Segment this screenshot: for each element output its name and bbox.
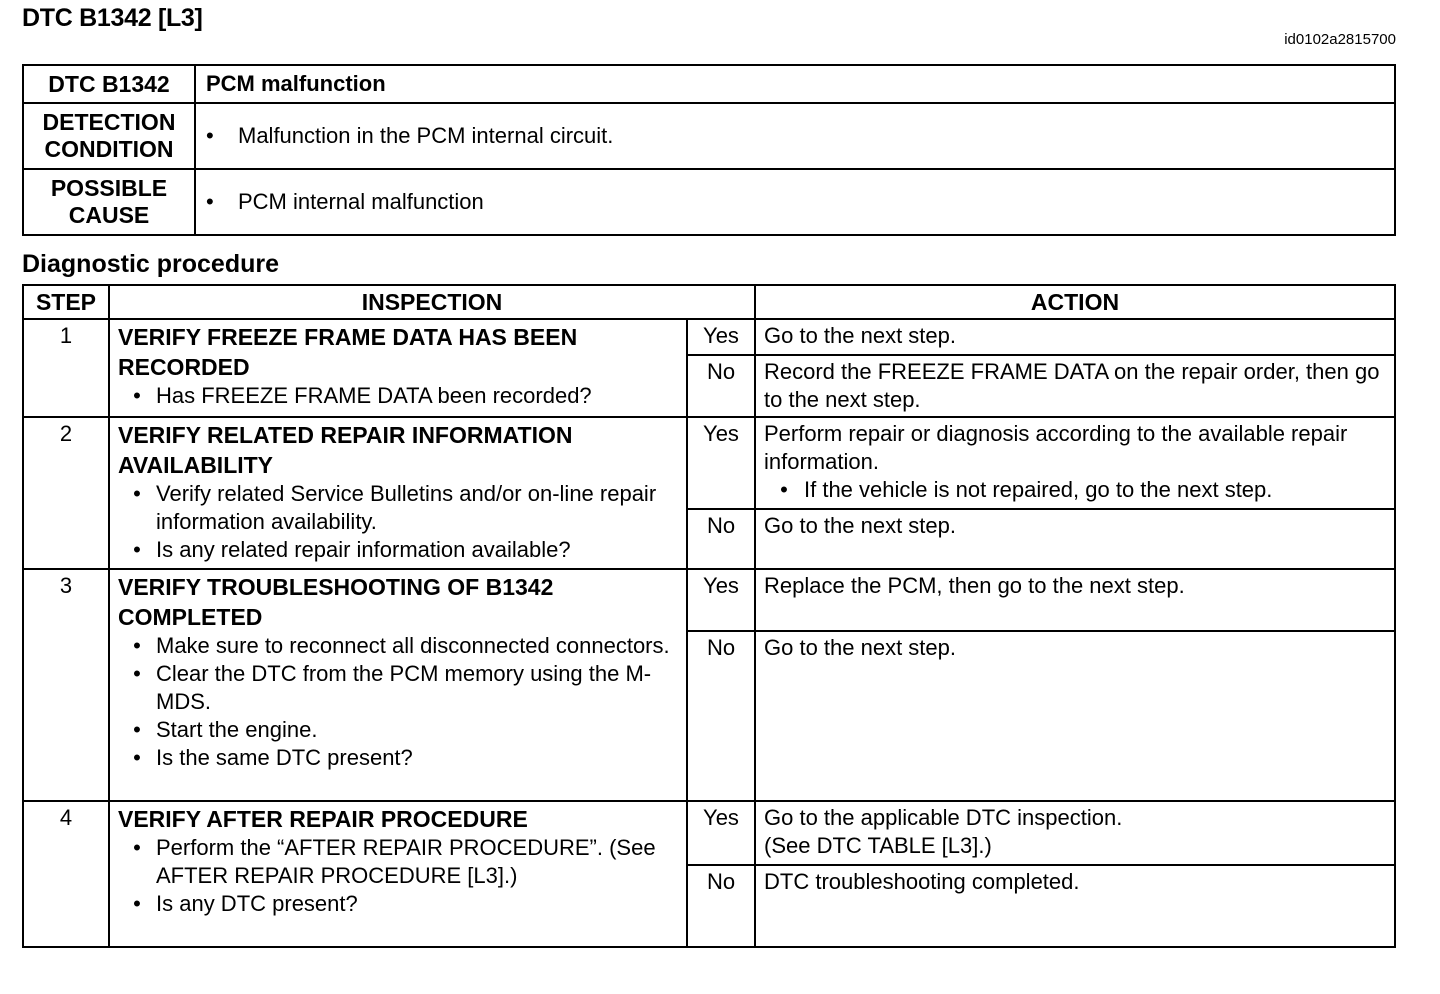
bullet-icon: •: [133, 835, 141, 860]
no-label: No: [687, 631, 755, 801]
no-label: No: [687, 509, 755, 569]
yes-action: Replace the PCM, then go to the next step.: [755, 569, 1395, 631]
section-title: Diagnostic procedure: [22, 250, 279, 278]
no-action: Record the FREEZE FRAME DATA on the repair order, then go to the next step.: [755, 355, 1395, 417]
inspection-item: • Start the engine.: [118, 716, 680, 744]
bullet-icon: •: [133, 633, 141, 658]
action-item: • If the vehicle is not repaired, go to the next step.: [764, 476, 1386, 504]
yes-label: Yes: [687, 801, 755, 865]
yes-label: Yes: [687, 319, 755, 355]
bullet-icon: •: [133, 891, 141, 916]
no-action: Go to the next step.: [755, 631, 1395, 801]
bullet-icon: •: [780, 477, 788, 502]
yes-action: [755, 417, 1395, 509]
detection-text: Malfunction in the PCM internal circuit.: [238, 123, 614, 148]
inspection-item: • Is any related repair information available?: [118, 536, 680, 564]
detection-condition-label: DETECTION CONDITION: [23, 103, 195, 169]
step-1-yes-row: [23, 319, 1395, 355]
no-label: No: [687, 865, 755, 947]
header-action: ACTION: [755, 285, 1395, 319]
dtc-summary-table: [22, 64, 1396, 236]
bullet-icon: •: [133, 383, 141, 408]
inspection-item: • Has FREEZE FRAME DATA been recorded?: [118, 382, 680, 410]
header-inspection: INSPECTION: [109, 285, 755, 319]
inspection-item: • Is any DTC present?: [118, 890, 680, 918]
summary-row-code: [23, 65, 1395, 103]
step-2-yes-row: [23, 417, 1395, 509]
inspection-title: VERIFY TROUBLESHOOTING OF B1342 COMPLETED: [118, 574, 554, 630]
dtc-code-cell: DTC B1342: [23, 65, 195, 103]
step-4-yes-row: [23, 801, 1395, 865]
step-number: 1: [23, 319, 109, 417]
diagnostic-procedure-table: [22, 284, 1396, 948]
inspection-item: • Verify related Service Bulletins and/or on-line repair information availability.: [118, 480, 680, 536]
inspection-item: • Perform the “AFTER REPAIR PROCEDURE”. (See AFTER REPAIR PROCEDURE [L3].): [118, 834, 680, 890]
bullet-icon: •: [133, 661, 141, 686]
summary-row-cause: [23, 169, 1395, 235]
bullet-icon: •: [133, 717, 141, 742]
no-label: No: [687, 355, 755, 417]
step-4-inspection: [109, 801, 687, 947]
bullet-icon: •: [206, 123, 214, 148]
no-action: Go to the next step.: [755, 509, 1395, 569]
bullet-icon: •: [133, 745, 141, 770]
dtc-description: PCM malfunction: [195, 65, 1395, 103]
step-2-inspection: [109, 417, 687, 569]
yes-action: Go to the next step.: [755, 319, 1395, 355]
step-number: 3: [23, 569, 109, 801]
inspection-item: • Is the same DTC present?: [118, 744, 680, 772]
step-1-inspection: [109, 319, 687, 417]
step-3-inspection: [109, 569, 687, 801]
yes-label: Yes: [687, 569, 755, 631]
inspection-title: VERIFY AFTER REPAIR PROCEDURE: [118, 806, 528, 832]
bullet-icon: •: [206, 189, 214, 214]
step-number: 4: [23, 801, 109, 947]
detection-condition-value: [195, 103, 1395, 169]
yes-action-text: Go to the applicable DTC inspection.: [764, 805, 1123, 830]
inspection-item: • Make sure to reconnect all disconnected connectors.: [118, 632, 680, 660]
page-title: DTC B1342 [L3]: [22, 4, 203, 32]
header-step: STEP: [23, 285, 109, 319]
inspection-item: • Clear the DTC from the PCM memory using the M-MDS.: [118, 660, 680, 716]
yes-action-text: Perform repair or diagnosis according to the available repair information.: [764, 421, 1348, 474]
no-action: DTC troubleshooting completed.: [755, 865, 1395, 947]
bullet-icon: •: [133, 537, 141, 562]
step-number: 2: [23, 417, 109, 569]
procedure-header-row: [23, 285, 1395, 319]
possible-cause-value: [195, 169, 1395, 235]
yes-action: [755, 801, 1395, 865]
inspection-title: VERIFY RELATED REPAIR INFORMATION AVAILABILITY: [118, 422, 573, 478]
summary-row-detection: [23, 103, 1395, 169]
cause-text: PCM internal malfunction: [238, 189, 484, 214]
step-3-yes-row: [23, 569, 1395, 631]
document-id: id0102a2815700: [1284, 31, 1396, 48]
bullet-icon: •: [133, 481, 141, 506]
yes-action-reference: (See DTC TABLE [L3].): [764, 833, 992, 858]
inspection-title: VERIFY FREEZE FRAME DATA HAS BEEN RECORDED: [118, 324, 578, 380]
possible-cause-label: POSSIBLE CAUSE: [23, 169, 195, 235]
yes-label: Yes: [687, 417, 755, 509]
